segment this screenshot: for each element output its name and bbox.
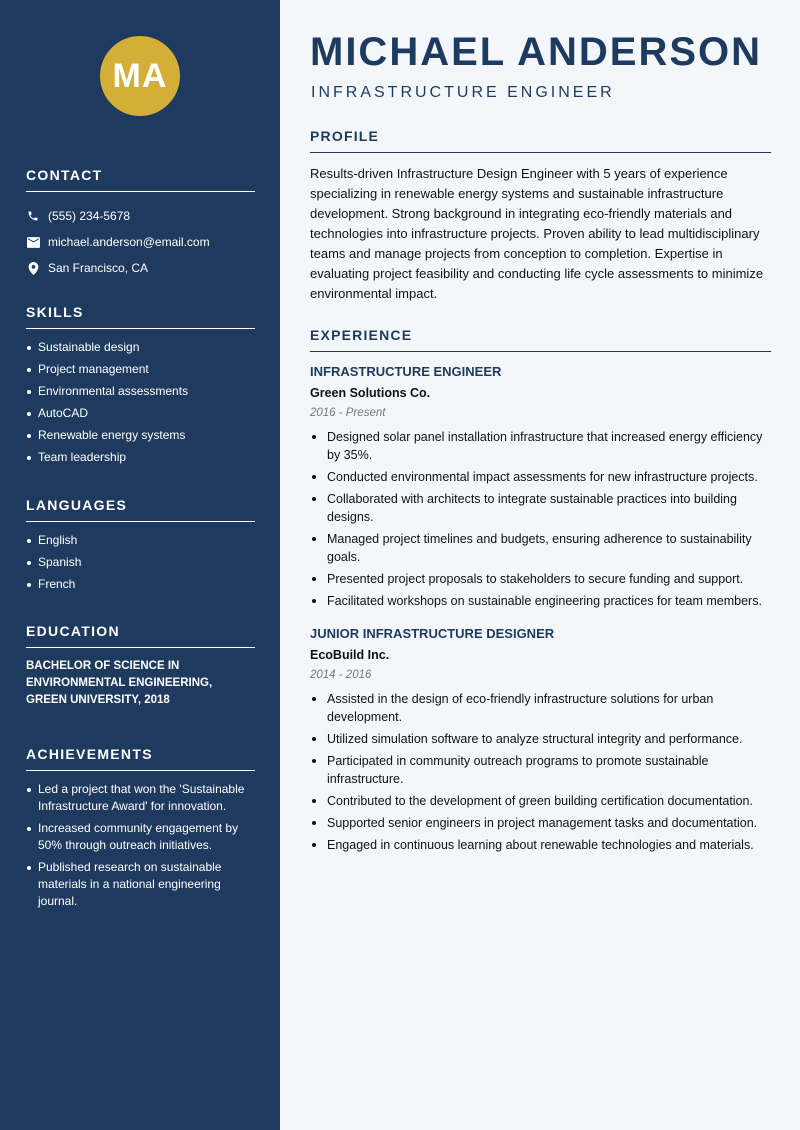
- profile-text: Results-driven Infrastructure Design Engineer with 5 years of experience specializing in renewable energy systems and sustainable infrastructure development. Strong background in integrating eco-friendly materials and technologies into infrastructure projects. Proven ability to lead multidisciplinary teams and manage projects from conception to completion. Expertise in evaluating project feasibility and conducting life cycle assessments to minimize environmental impact.: [310, 166, 764, 301]
- candidate-name: MICHAEL ANDERSON: [310, 30, 763, 74]
- skills-list: [26, 339, 255, 466]
- list-item: Renewable energy systems: [26, 427, 255, 444]
- job-role: INFRASTRUCTURE ENGINEER: [310, 364, 502, 379]
- contact-location: [26, 255, 255, 281]
- profile-section: [310, 128, 771, 304]
- skills-heading: SKILLS: [26, 304, 255, 329]
- job-entry: [310, 364, 771, 610]
- email-text: michael.anderson@email.com: [48, 235, 210, 249]
- contact-phone: [26, 203, 255, 229]
- languages-section: [26, 497, 255, 598]
- job-bullets: [310, 428, 771, 610]
- list-item: Supported senior engineers in project management tasks and documentation.: [310, 814, 771, 832]
- job-bullets: [310, 690, 771, 854]
- list-item: Collaborated with architects to integrate sustainable practices into building designs.: [310, 490, 771, 526]
- phone-icon: [26, 209, 40, 223]
- list-item: Environmental assessments: [26, 383, 255, 400]
- achievements-heading: ACHIEVEMENTS: [26, 746, 255, 771]
- candidate-title: INFRASTRUCTURE ENGINEER: [311, 84, 615, 101]
- sidebar: [0, 0, 280, 1130]
- list-item: Led a project that won the 'Sustainable Infrastructure Award' for innovation.: [26, 781, 255, 815]
- list-item: Team leadership: [26, 449, 255, 466]
- languages-heading: LANGUAGES: [26, 497, 255, 522]
- list-item: Managed project timelines and budgets, ensuring adherence to sustainability goals.: [310, 530, 771, 566]
- list-item: AutoCAD: [26, 405, 255, 422]
- list-item: Assisted in the design of eco-friendly infrastructure solutions for urban development.: [310, 690, 771, 726]
- avatar-initials: MA: [112, 56, 168, 95]
- job-dates: 2016 - Present: [310, 407, 386, 419]
- list-item: Participated in community outreach programs to promote sustainable infrastructure.: [310, 752, 771, 788]
- list-item: Facilitated workshops on sustainable engineering practices for team members.: [310, 592, 771, 610]
- job-dates: 2014 - 2016: [310, 669, 372, 681]
- education-degree: BACHELOR OF SCIENCE IN ENVIRONMENTAL ENGINEERING, GREEN UNIVERSITY, 2018: [26, 660, 213, 706]
- list-item: Utilized simulation software to analyze structural integrity and performance.: [310, 730, 771, 748]
- list-item: French: [26, 576, 255, 593]
- contact-email: [26, 229, 255, 255]
- job-company: EcoBuild Inc.: [310, 648, 390, 662]
- location-pin-icon: [26, 261, 40, 275]
- phone-text: (555) 234-5678: [48, 209, 131, 223]
- list-item: Engaged in continuous learning about renewable technologies and materials.: [310, 836, 771, 854]
- list-item: Increased community engagement by 50% through outreach initiatives.: [26, 820, 255, 854]
- list-item: Presented project proposals to stakeholders to secure funding and support.: [310, 570, 771, 588]
- job-role: JUNIOR INFRASTRUCTURE DESIGNER: [310, 626, 555, 641]
- achievements-section: [26, 746, 255, 915]
- languages-list: [26, 532, 255, 593]
- list-item: English: [26, 532, 255, 549]
- email-icon: [26, 235, 40, 249]
- job-entry: [310, 626, 771, 854]
- list-item: Published research on sustainable materials in a national engineering journal.: [26, 859, 255, 910]
- achievements-list: [26, 781, 255, 910]
- job-company: Green Solutions Co.: [310, 386, 431, 400]
- list-item: Designed solar panel installation infrastructure that increased energy efficiency by 35%.: [310, 428, 771, 464]
- education-heading: EDUCATION: [26, 623, 255, 648]
- avatar: [100, 36, 180, 116]
- experience-section: [310, 327, 771, 858]
- list-item: Sustainable design: [26, 339, 255, 356]
- contact-heading: CONTACT: [26, 167, 255, 192]
- list-item: Contributed to the development of green building certification documentation.: [310, 792, 771, 810]
- contact-list: [26, 203, 255, 281]
- list-item: Spanish: [26, 554, 255, 571]
- list-item: Project management: [26, 361, 255, 378]
- experience-heading: EXPERIENCE: [310, 327, 771, 352]
- location-text: San Francisco, CA: [48, 261, 149, 275]
- profile-heading: PROFILE: [310, 128, 771, 153]
- education-section: [26, 623, 255, 709]
- contact-section: [26, 167, 255, 281]
- skills-section: [26, 304, 255, 471]
- main-content: [280, 0, 800, 1130]
- list-item: Conducted environmental impact assessments for new infrastructure projects.: [310, 468, 771, 486]
